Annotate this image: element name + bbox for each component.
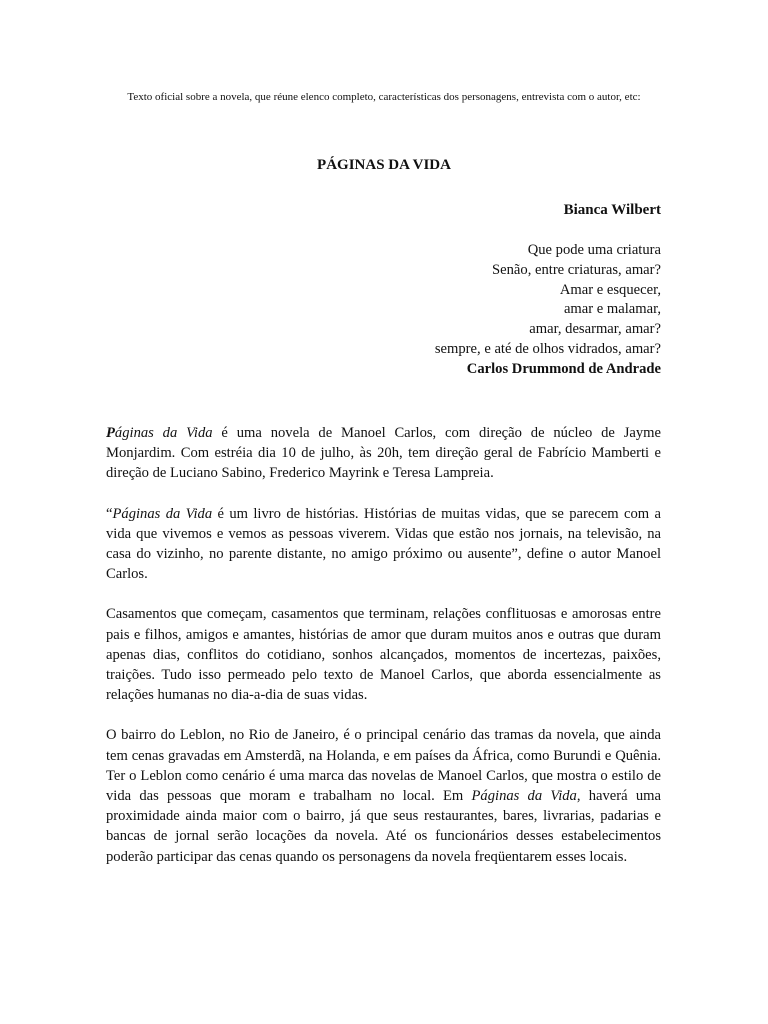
paragraph-text: é um livro de histórias. Histórias de muitas vidas, que se parecem com a vida que vivemos e vemos as pessoas viverem. Vidas que estão nos jornais, na televisão, na casa do vizinho, no parente distante, no amigo próximo ou ausente”, define o autor Manoel Carlos. — [106, 505, 661, 583]
novel-title-italic: áginas da Vida — [114, 425, 213, 441]
paragraph-4 — [106, 725, 661, 866]
paragraph-text: O bairro do Leblon, no Rio de Janeiro, é o principal cenário das tramas da novela, que ainda tem cenas gravadas em Amsterdã, na Holanda, e em países da África, como Burundi e Quênia. Ter o Leblon como cenário é uma marca das novelas de Manoel Carlos, que mostra o estilo de vida das pessoas que moram e trabalham no local. Em — [106, 727, 661, 805]
poem-line: Que pode uma criatura — [527, 242, 661, 258]
intro-note: Texto oficial sobre a novela, que réune elenco completo, características dos personagens, entrevista com o autor, etc: — [127, 91, 641, 103]
author-name: Bianca Wilbert — [563, 202, 661, 218]
drop-initial: P — [106, 425, 115, 441]
document-title: PÁGINAS DA VIDA — [317, 157, 451, 173]
paragraph-2 — [106, 504, 661, 585]
paragraph-text: , haverá uma proximidade ainda maior com o bairro, já que seus restaurantes, bares, livrarias, padarias e bancas de jornal serão locações da novela. Até os funcionários desses estabelecimentos poderão participar das cenas quando os personagens da novela freqüentarem esses locais. — [106, 788, 661, 865]
article-body — [106, 423, 661, 887]
epigraph-poem — [108, 241, 661, 380]
poem-line: amar, desarmar, amar? — [529, 321, 661, 338]
poem-line: Amar e esquecer, — [559, 281, 661, 298]
paragraph-1 — [106, 423, 661, 484]
paragraph-text: é uma novela de Manoel Carlos, com direção de núcleo de Jayme Monjardim. Com estréia dia 10 de julho, às 20h, tem direção geral de Fabrício Mamberti e direção de Luciano Sabino, Frederico Mayrink e Teresa Lampreia. — [106, 425, 662, 482]
poem-line: sempre, e até de olhos vidrados, amar? — [434, 340, 661, 357]
poem-attribution: Carlos Drummond de Andrade — [466, 360, 661, 377]
open-quote: “ — [106, 505, 113, 522]
novel-title-italic: Páginas da Vida — [112, 505, 213, 522]
paragraph-3: Casamentos que começam, casamentos que terminam, relações conflituosas e amorosas entre pais e filhos, amigos e amantes, histórias de amor que duram muitos anos e outras que duram apenas dias, conflitos do cotidiano, sonhos alcançados, momentos de incertezas, paixões, traições. Tudo isso permeado pelo texto de Manoel Carlos, que aborda essencialmente as relações humanas no dia-a-dia de suas vidas. — [106, 606, 661, 704]
poem-line: amar e malamar, — [563, 301, 661, 318]
novel-title-italic: Páginas da Vida — [471, 788, 577, 805]
poem-line: Senão, entre criaturas, amar? — [492, 261, 661, 278]
